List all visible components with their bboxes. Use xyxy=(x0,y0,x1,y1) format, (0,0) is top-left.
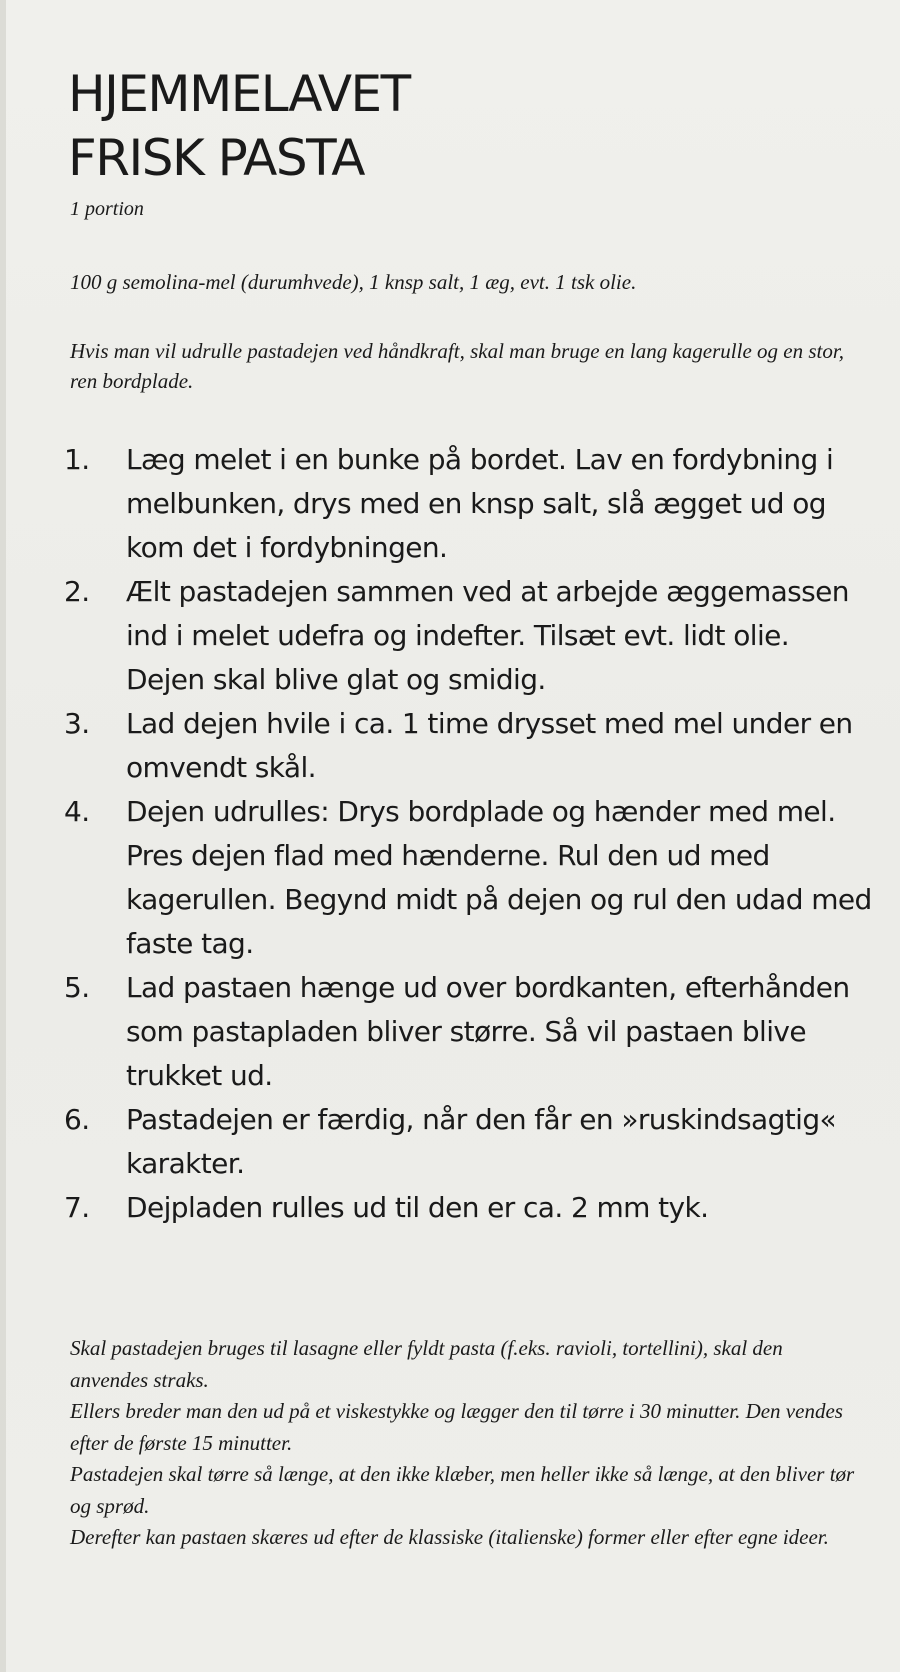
step-text: Dejen udrulles: Drys bordplade og hænder med mel. Pres dejen flad med hænderne. Rul den ud med kagerullen. Begynd midt på dejen og rul den udad med faste tag. xyxy=(126,795,872,960)
step-item xyxy=(64,1186,874,1230)
step-number: 2. xyxy=(64,575,90,608)
step-number: 6. xyxy=(64,1103,90,1136)
footer-paragraph: Pastadejen skal tørre så længe, at den ikke klæber, men heller ikke så længe, at den bliver tør og sprød. xyxy=(70,1462,855,1518)
rolling-note: Hvis man vil udrulle pastadejen ved håndkraft, skal man bruge en lang kagerulle og en stor, ren bordplade. xyxy=(70,339,844,393)
recipe-title xyxy=(68,62,768,190)
footer-paragraph: Ellers breder man den ud på et viskestykke og lægger den til tørre i 30 minutter. Den vendes efter de første 15 minutter. xyxy=(70,1399,843,1455)
instruction-steps xyxy=(64,438,874,1230)
step-text: Pastadejen er færdig, når den får en »ruskindsagtig« karakter. xyxy=(126,1103,837,1180)
step-item xyxy=(64,966,874,1098)
step-item xyxy=(64,702,874,790)
step-number: 5. xyxy=(64,971,90,1004)
footer-paragraph: Skal pastadejen bruges til lasagne eller fyldt pasta (f.eks. ravioli, tortellini), skal den anvendes straks. xyxy=(70,1336,783,1392)
step-text: Lad pastaen hænge ud over bordkanten, efterhånden som pastapladen bliver større. Så vil pastaen blive trukket ud. xyxy=(126,971,850,1092)
step-item xyxy=(64,438,874,570)
step-number: 4. xyxy=(64,795,90,828)
portion-label: 1 portion xyxy=(70,198,144,220)
step-number: 3. xyxy=(64,707,90,740)
step-item xyxy=(64,790,874,966)
drying-notes xyxy=(70,1333,860,1554)
step-number: 1. xyxy=(64,443,90,476)
step-item xyxy=(64,570,874,702)
title-line-1: HJEMMELAVET xyxy=(68,65,410,123)
step-text: Lad dejen hvile i ca. 1 time drysset med mel under en omvendt skål. xyxy=(126,707,853,784)
step-text: Læg melet i en bunke på bordet. Lav en fordybning i melbunken, drys med en knsp salt, slå ægget ud og kom det i fordybningen. xyxy=(126,443,834,564)
title-line-2: FRISK PASTA xyxy=(68,129,364,187)
step-text: Ælt pastadejen sammen ved at arbejde æggemassen ind i melet udefra og indefter. Tilsæt evt. lidt olie. Dejen skal blive glat og smidig. xyxy=(126,575,849,696)
step-item xyxy=(64,1098,874,1186)
ingredients-line: 100 g semolina-mel (durumhvede), 1 knsp salt, 1 æg, evt. 1 tsk olie. xyxy=(70,270,637,294)
step-number: 7. xyxy=(64,1191,90,1224)
footer-paragraph: Derefter kan pastaen skæres ud efter de klassiske (italienske) former eller efter egne ideer. xyxy=(70,1525,829,1549)
step-text: Dejpladen rulles ud til den er ca. 2 mm tyk. xyxy=(126,1191,709,1224)
